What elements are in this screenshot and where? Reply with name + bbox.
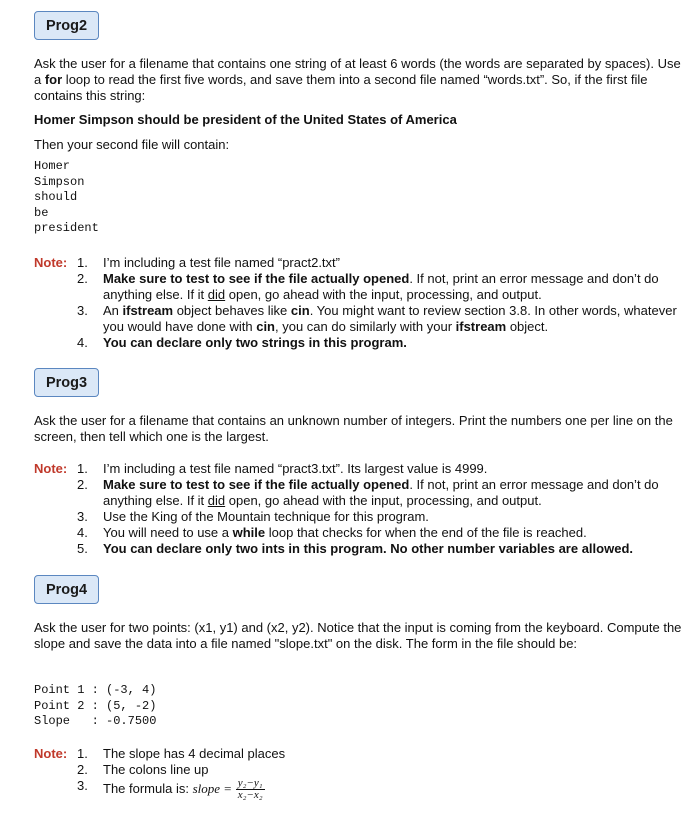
note-item: 5. You can declare only two ints in this program. No other number variables are allowed. (77, 541, 633, 556)
prog4-note-list (77, 746, 682, 801)
prog3-intro: Ask the user for a filename that contains an unknown number of integers. Print the numbers one per line on the screen, then tell which one is the largest. (34, 413, 673, 444)
note-item: 1. The slope has 4 decimal places (77, 746, 286, 761)
note-item: 3. The formula is: slope = $\frac{\text{y₂−y₁}}{\text{x₂−x₂}}$ (77, 777, 263, 801)
note-item: 2. The colons line up (77, 762, 209, 777)
note-item: 3. Use the King of the Mountain technique for this program. (77, 509, 429, 524)
prog4-heading: Prog4 (34, 575, 99, 604)
output-line: Homer (34, 159, 71, 173)
note-item: 2. Make sure to test to see if the file actually opened. If not, print an error message and don’t do anything else. If it did open, go ahead with the input, processing, and output. (77, 477, 659, 508)
prog2-note-label: Note: (34, 255, 68, 270)
prog3-heading: Prog3 (34, 368, 99, 397)
slope-formula-numerator: y₂−y₁ (237, 777, 263, 789)
output-line: president (34, 221, 99, 235)
note-item: 2. Make sure to test to see if the file actually opened. If not, print an error message and don’t do anything else. If it did open, go ahead with the input, processing, and output. (77, 271, 659, 302)
slope-formula-denominator: x₂−x₂ (237, 789, 263, 801)
output-line: Point 2 : (5, -2) (34, 698, 157, 713)
prog3-note-list (77, 461, 682, 557)
prog4-note-label: Note: (34, 746, 68, 761)
output-line: Simpson (34, 174, 85, 189)
output-line: Point 1 : (-3, 4) (34, 683, 157, 697)
prog2-note-list (77, 255, 682, 351)
output-line: should (34, 190, 78, 204)
prog3-note-label: Note: (34, 461, 68, 476)
note-item: 4. You can declare only two strings in this program. (77, 335, 407, 350)
note-item: 3. An ifstream object behaves like cin. You might want to review section 3.8. In other words, whatever you would have done with cin, you can do similarly with your ifstream object. (77, 303, 677, 334)
prog2-output-block (34, 159, 99, 237)
slope-formula-lhs: slope = (192, 780, 233, 796)
prog4-output-block (34, 683, 156, 730)
output-line: be (34, 205, 49, 220)
prog2-example-string: Homer Simpson should be president of the United States of America (34, 112, 457, 127)
slope-formula-fraction (236, 778, 265, 801)
note-item: 1. I’m including a test file named “pract2.txt” (77, 255, 340, 270)
output-line: Slope : -0.7500 (34, 714, 157, 728)
note-item: 1. I’m including a test file named “pract3.txt”. Its largest value is 4999. (77, 461, 488, 476)
prog2-then-text: Then your second file will contain: (34, 137, 230, 152)
prog4-intro: Ask the user for two points: (x1, y1) and (x2, y2). Notice that the input is coming from the keyboard. Compute the slope and save the data into a file named "slope.txt" on the disk. The form in the file should be: (34, 620, 682, 651)
prog2-heading: Prog2 (34, 11, 99, 40)
prog2-intro: Ask the user for a filename that contains one string of at least 6 words (the words are separated by spaces). Use a for loop to read the first five words, and save them into a second file named “words.txt”. So, if the first file contains this string: (34, 56, 681, 103)
note-item: 4. You will need to use a while loop that checks for when the end of the file is reached. (77, 525, 587, 540)
